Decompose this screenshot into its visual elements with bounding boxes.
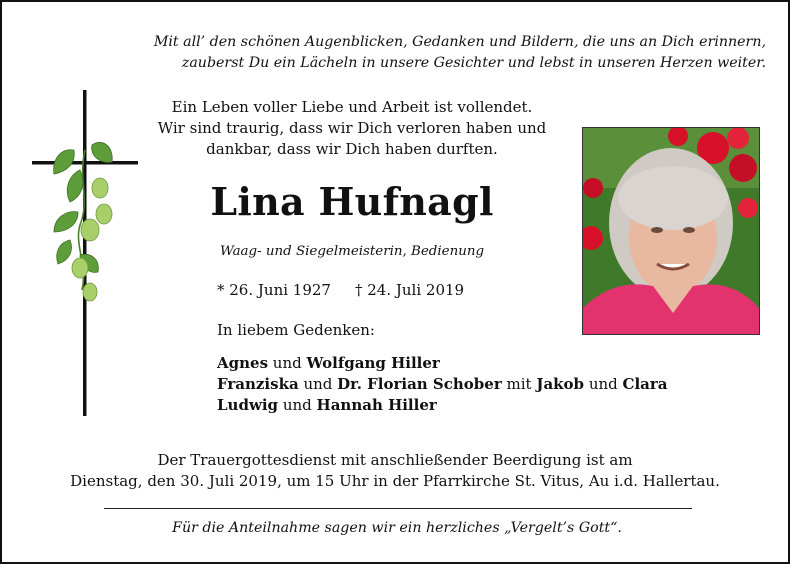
mourners-list xyxy=(217,353,668,416)
service-line-2: Dienstag, den 30. Juli 2019, um 15 Uhr in der Pfarrkirche St. Vitus, Au i.d. Hallertau. xyxy=(70,472,720,490)
connector-text: und xyxy=(278,396,317,414)
divider xyxy=(104,508,692,509)
mourner-name: Dr. Florian Schober xyxy=(337,375,502,393)
connector-text: und xyxy=(268,354,307,372)
deceased-occupation: Waag- und Siegelmeisterin, Bedienung xyxy=(219,244,485,259)
service-line-1: Der Trauergottesdienst mit anschließender Beerdigung ist am xyxy=(157,451,633,469)
intro-line-1: Mit all’ den schönen Augenblicken, Gedanken und Bildern, die uns an Dich erinnern, xyxy=(153,34,766,50)
mourner-name: Ludwig xyxy=(217,396,279,414)
mourner-name: Wolfgang Hiller xyxy=(306,354,440,372)
mourner-name: Clara xyxy=(622,375,668,393)
verse xyxy=(122,97,582,160)
thanks-line: Für die Anteilnahme sagen wir ein herzliches „Vergelt’s Gott“. xyxy=(172,520,622,536)
intro-quote xyxy=(16,32,766,74)
intro-line-2: zauberst Du ein Lächeln in unsere Gesichter und lebst in unseren Herzen weiter. xyxy=(181,55,766,71)
verse-line-2: Wir sind traurig, dass wir Dich verloren haben und xyxy=(157,119,547,137)
death-date: † 24. Juli 2019 xyxy=(354,281,465,299)
portrait-photo xyxy=(582,127,760,335)
life-dates xyxy=(217,280,464,300)
mourner-name: Agnes xyxy=(217,354,269,372)
mourners-row xyxy=(217,374,668,395)
mourners-row xyxy=(217,353,668,374)
deceased-name: Lina Hufnagl xyxy=(210,179,494,224)
verse-line-1: Ein Leben voller Liebe und Arbeit ist vollendet. xyxy=(171,98,533,116)
verse-line-3: dankbar, dass wir Dich haben durften. xyxy=(206,140,498,158)
connector-text: und xyxy=(298,375,338,393)
birth-date: * 26. Juni 1927 xyxy=(217,281,331,299)
mourner-name: Franziska xyxy=(217,375,299,393)
mourner-name: Jakob xyxy=(536,375,585,393)
memory-label: In liebem Gedenken: xyxy=(217,321,375,339)
funeral-service-info xyxy=(22,450,768,492)
mourner-name: Hannah Hiller xyxy=(316,396,437,414)
connector-text: mit xyxy=(501,375,537,393)
connector-text: und xyxy=(584,375,623,393)
mourners-row xyxy=(217,395,668,416)
